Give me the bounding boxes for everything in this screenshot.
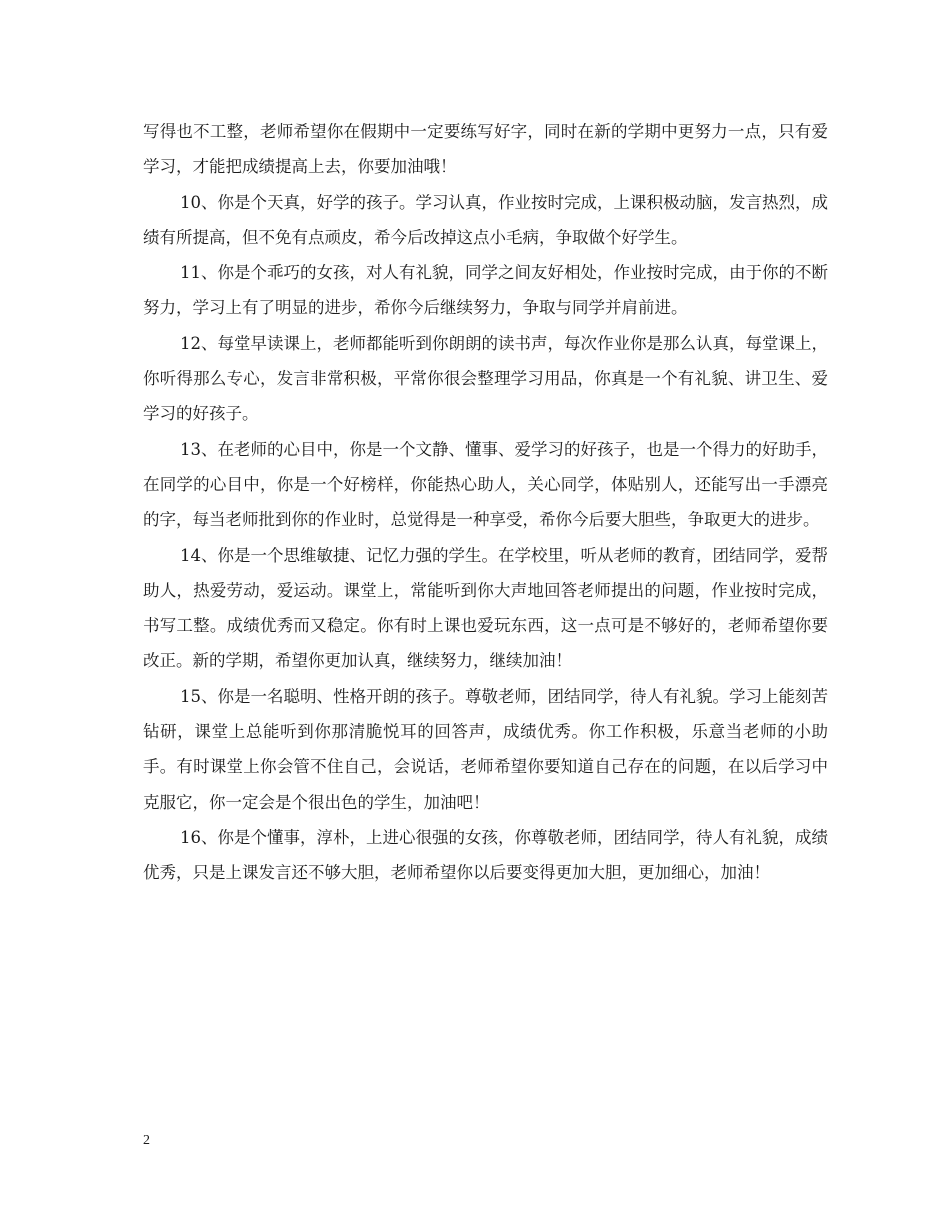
paragraph-item-10: 10、你是个天真，好学的孩子。学习认真，作业按时完成，上课积极动脑，发言热烈，成绩有所提高，但不免有点顽皮，希今后改掉这点小毛病，争取做个好学生。 [143,192,828,247]
paragraph-item-14: 14、你是一个思维敏捷、记忆力强的学生。在学校里，听从老师的教育，团结同学，爱帮助人，热爱劳动，爱运动。课堂上，常能听到你大声地回答老师提出的问题，作业按时完成，书写工整。成绩优秀而又稳定。你有时上课也爱玩东西，这一点可是不够好的，老师希望你要改正。新的学期，希望你更加认真，继续努力，继续加油！ [143,545,828,671]
paragraph-item-13: 13、在老师的心目中，你是一个文静、懂事、爱学习的好孩子，也是一个得力的好助手，在同学的心目中，你是一个好榜样，你能热心助人，关心同学，体贴别人，还能写出一手漂亮的字，每当老师批到你的作业时，总觉得是一种享受，希你今后要大胆些，争取更大的进步。 [143,439,828,530]
document-body [143,114,828,891]
paragraph-item-12: 12、每堂早读课上，老师都能听到你朗朗的读书声，每次作业你是那么认真，每堂课上，你听得那么专心，发言非常积极，平常你很会整理学习用品，你真是一个有礼貌、讲卫生、爱学习的好孩子。 [143,333,828,424]
paragraph-item-16: 16、你是个懂事，淳朴，上进心很强的女孩，你尊敬老师，团结同学，待人有礼貌，成绩优秀，只是上课发言还不够大胆，老师希望你以后要变得更加大胆，更加细心，加油！ [143,827,828,883]
paragraph-item-15: 15、你是一名聪明、性格开朗的孩子。尊敬老师，团结同学，待人有礼貌。学习上能刻苦钻研，课堂上总能听到你那清脆悦耳的回答声，成绩优秀。你工作积极，乐意当老师的小助手。有时课堂上你会管不住自己，会说话，老师希望你要知道自己存在的问题，在以后学习中克服它，你一定会是个很出色的学生，加油吧！ [143,686,828,812]
page-number: 2 [143,1133,150,1148]
paragraph-continued: 写得也不工整，老师希望你在假期中一定要练写好字，同时在新的学期中更努力一点，只有爱学习，才能把成绩提高上去，你要加油哦！ [143,122,828,177]
paragraph-item-11: 11、你是个乖巧的女孩，对人有礼貌，同学之间友好相处，作业按时完成，由于你的不断努力，学习上有了明显的进步，希你今后继续努力，争取与同学并肩前进。 [143,263,828,318]
